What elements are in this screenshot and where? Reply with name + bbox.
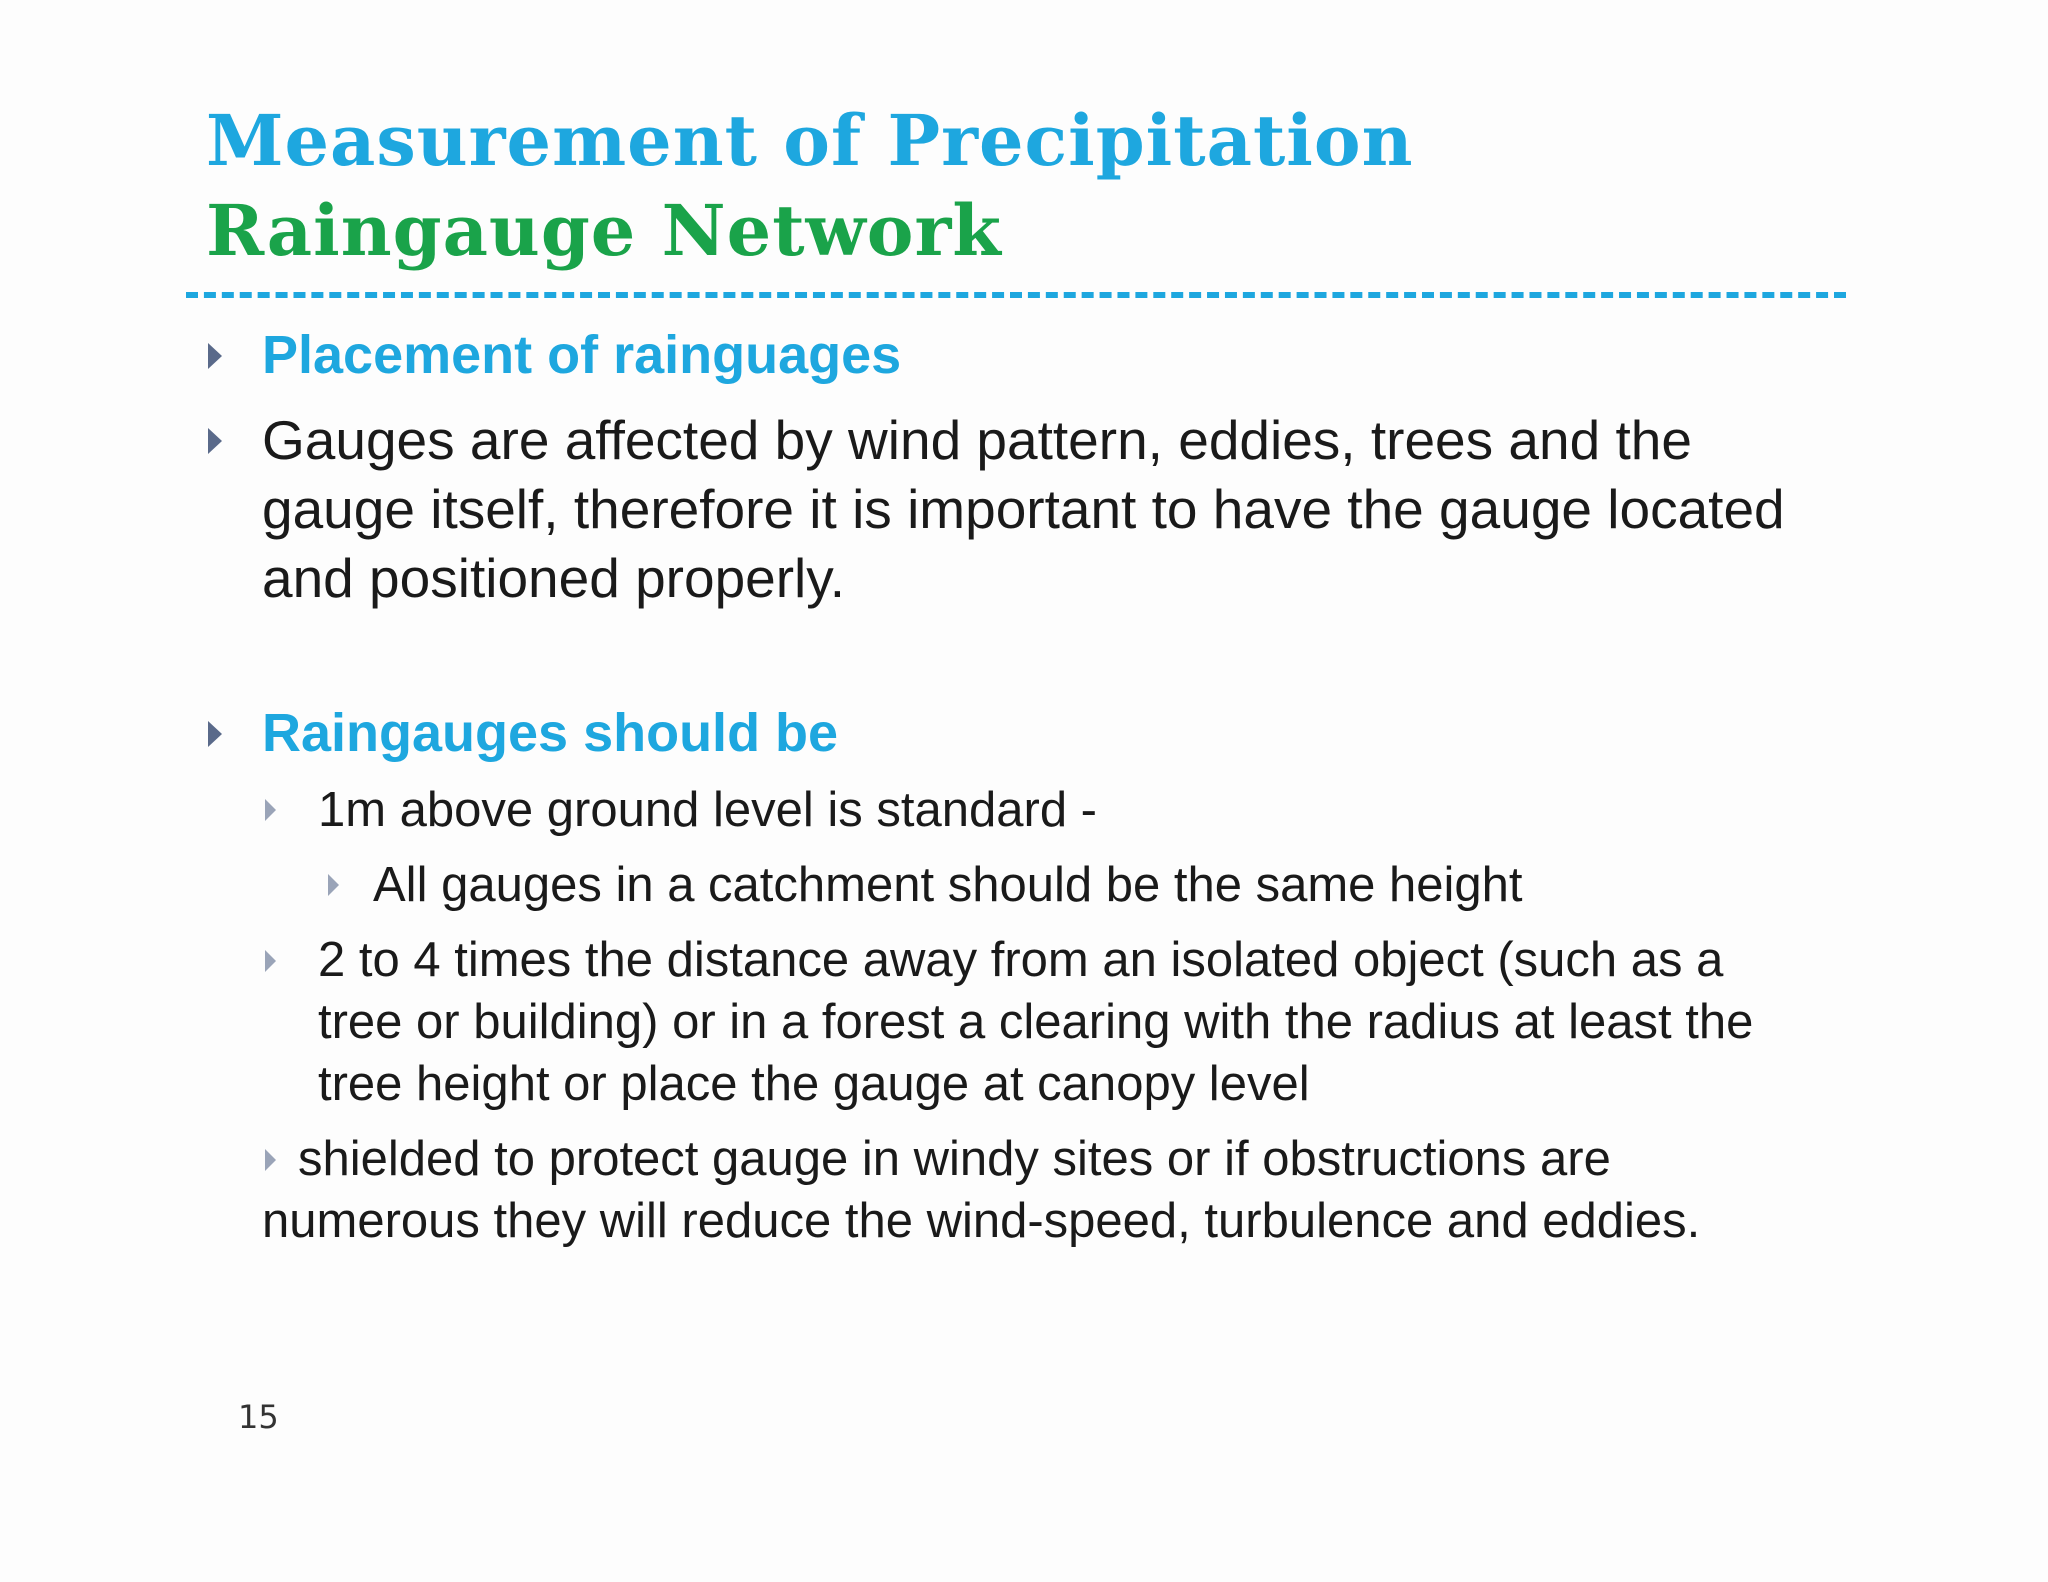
paragraph-line: gauge itself, therefore it is important to have the gauge located <box>262 478 1785 540</box>
sub-item-distance-line: 2 to 4 times the distance away from an isolated object (such as a <box>318 933 1724 987</box>
sub-bullet-arrow-icon <box>265 950 276 972</box>
sub-item-same-height: All gauges in a catchment should be the same height <box>373 858 1523 912</box>
sub-item-shielded-line: shielded to protect gauge in windy sites or if obstructions are <box>298 1132 1611 1186</box>
sub-item-distance-line: tree height or place the gauge at canopy level <box>318 1057 1310 1111</box>
bullet-arrow-icon <box>208 721 222 747</box>
bullet-arrow-icon <box>208 343 222 369</box>
should-be-heading: Raingauges should be <box>262 703 839 763</box>
title-divider <box>186 292 1846 298</box>
page-number: 15 <box>238 1398 279 1436</box>
bullet-arrow-icon <box>208 428 222 454</box>
slide-title: Measurement of Precipitation <box>206 99 1414 182</box>
sub-item-shielded-line: numerous they will reduce the wind-speed, turbulence and eddies. <box>262 1194 1701 1248</box>
sub-item-1m: 1m above ground level is standard - <box>318 783 1097 837</box>
paragraph-line: and positioned properly. <box>262 547 845 609</box>
sub-bullet-arrow-icon <box>265 799 276 821</box>
sub-bullet-arrow-icon <box>265 1149 276 1171</box>
sub-sub-bullet-arrow-icon <box>328 874 339 896</box>
paragraph-line: Gauges are affected by wind pattern, eddies, trees and the <box>262 409 1692 471</box>
slide-subtitle: Raingauge Network <box>206 189 1002 272</box>
sub-item-distance-line: tree or building) or in a forest a clearing with the radius at least the <box>318 995 1754 1049</box>
placement-heading: Placement of rainguages <box>262 325 902 385</box>
